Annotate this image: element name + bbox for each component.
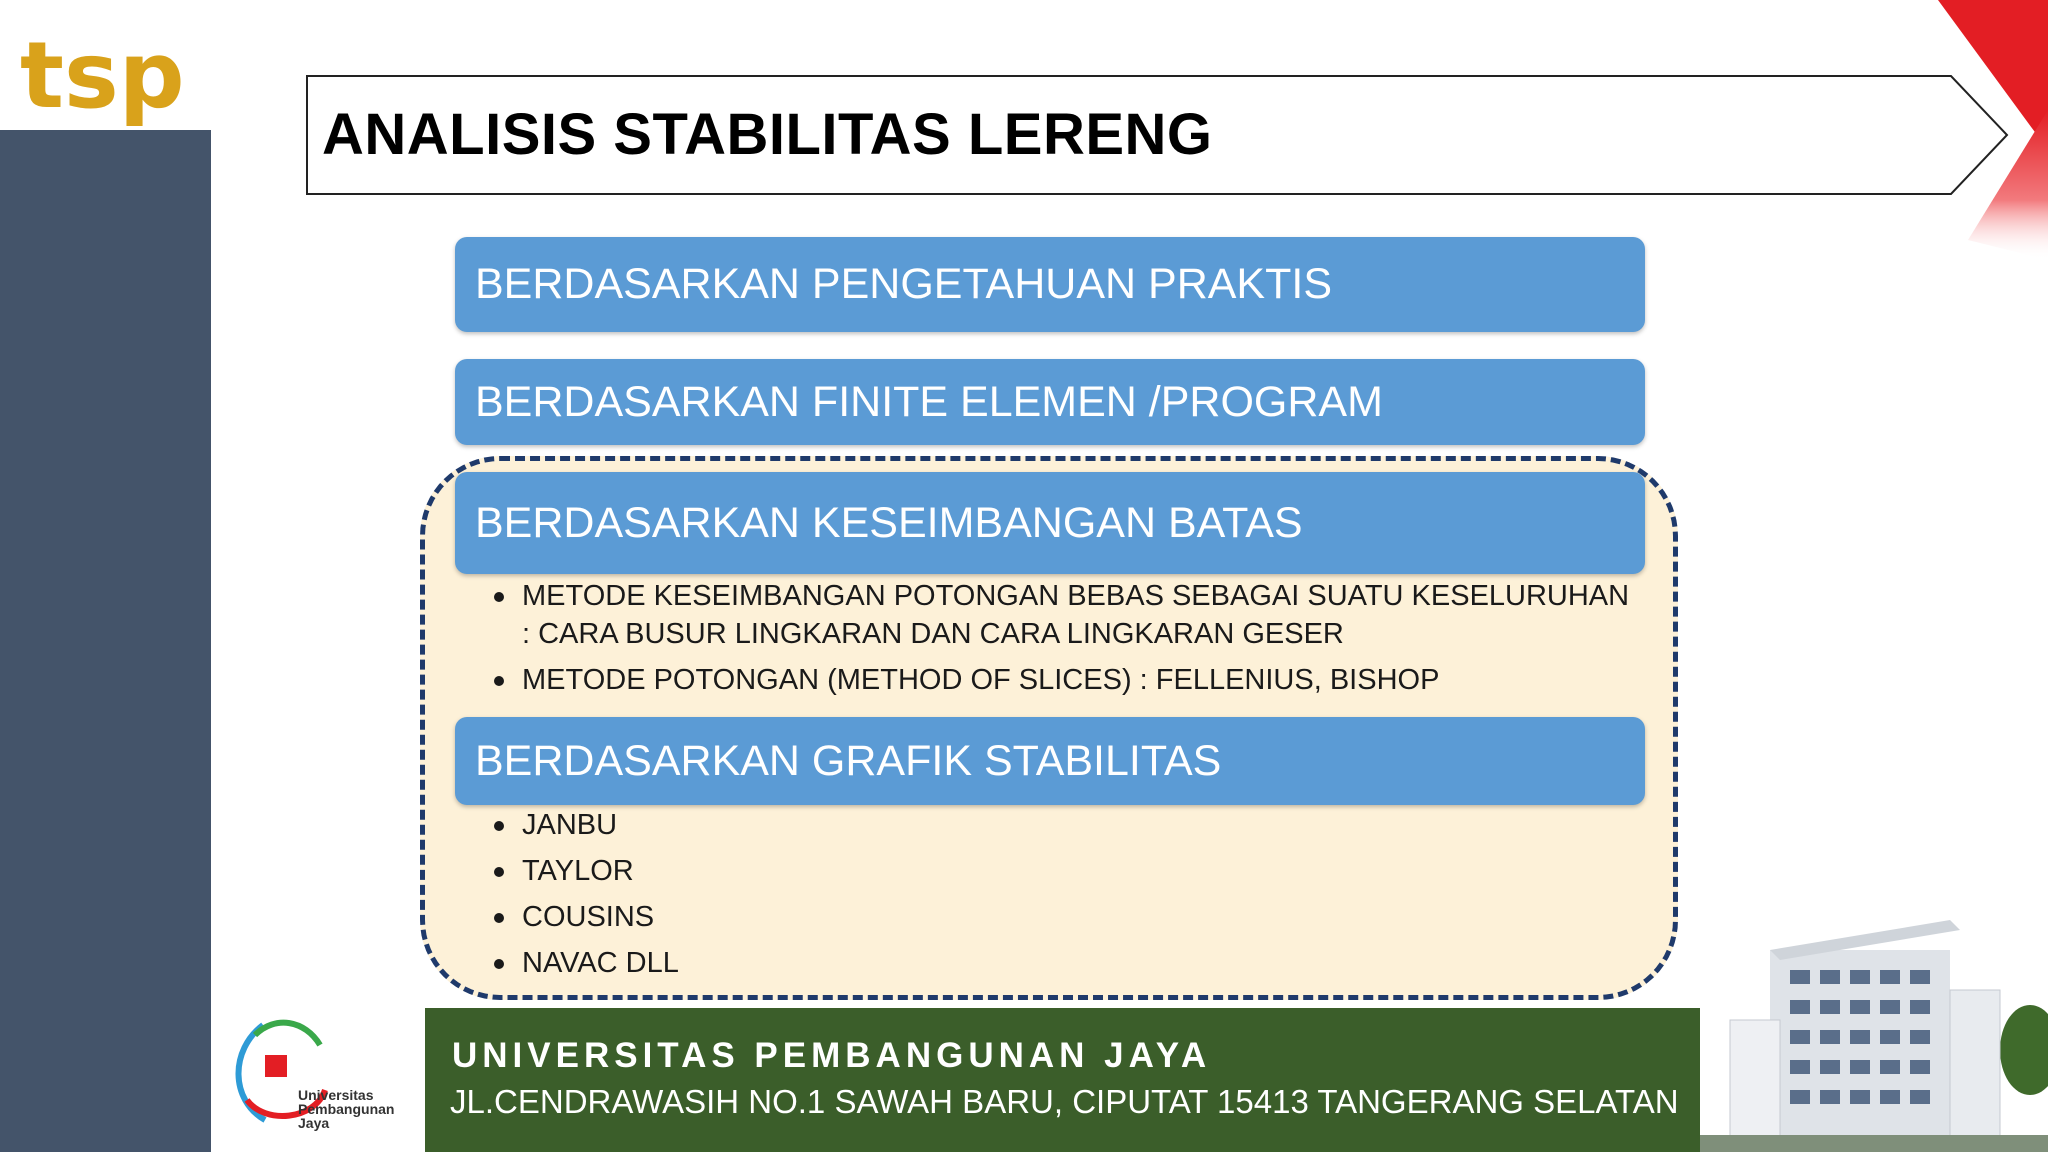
list-item: JANBU (490, 806, 1090, 844)
list-item: METODE KESEIMBANGAN POTONGAN BEBAS SEBAGAI SUATU KESELURUHAN : CARA BUSUR LINGKARAN DAN CARA LINGKARAN GESER (490, 577, 1630, 653)
heading-grafik-stabilitas: BERDASARKAN GRAFIK STABILITAS (455, 717, 1645, 805)
bullet-icon (494, 592, 504, 602)
campus-building-image (1700, 910, 2048, 1152)
sidebar-band (0, 130, 211, 1152)
tsp-logo-text: tsp (20, 22, 185, 129)
bullet-icon (494, 913, 504, 923)
heading-finite-elemen: BERDASARKAN FINITE ELEMEN /PROGRAM (455, 359, 1645, 445)
keseimbangan-batas-list (490, 577, 1630, 707)
list-item: COUSINS (490, 898, 1090, 936)
list-item: METODE POTONGAN (METHOD OF SLICES) : FELLENIUS, BISHOP (490, 661, 1630, 699)
bullet-icon (494, 676, 504, 686)
footer-university-name: UNIVERSITAS PEMBANGUNAN JAYA (452, 1036, 1212, 1075)
list-item: TAYLOR (490, 852, 1090, 890)
footer-band (425, 1008, 1700, 1152)
upj-logo-mark (265, 1055, 287, 1077)
grafik-stabilitas-list (490, 806, 1090, 990)
upj-logo-caption: Universitas Pembangunan Jaya (298, 1087, 395, 1131)
tsp-logo (18, 22, 198, 132)
bullet-icon (494, 867, 504, 877)
slide-title: ANALISIS STABILITAS LERENG (322, 102, 1213, 167)
heading-pengetahuan-praktis: BERDASARKAN PENGETAHUAN PRAKTIS (455, 237, 1645, 332)
footer-address: JL.CENDRAWASIH NO.1 SAWAH BARU, CIPUTAT 15413 TANGERANG SELATAN (450, 1083, 1679, 1120)
bullet-icon (494, 821, 504, 831)
bullet-icon (494, 959, 504, 969)
heading-keseimbangan-batas: BERDASARKAN KESEIMBANGAN BATAS (455, 472, 1645, 574)
list-item: NAVAC DLL (490, 944, 1090, 982)
